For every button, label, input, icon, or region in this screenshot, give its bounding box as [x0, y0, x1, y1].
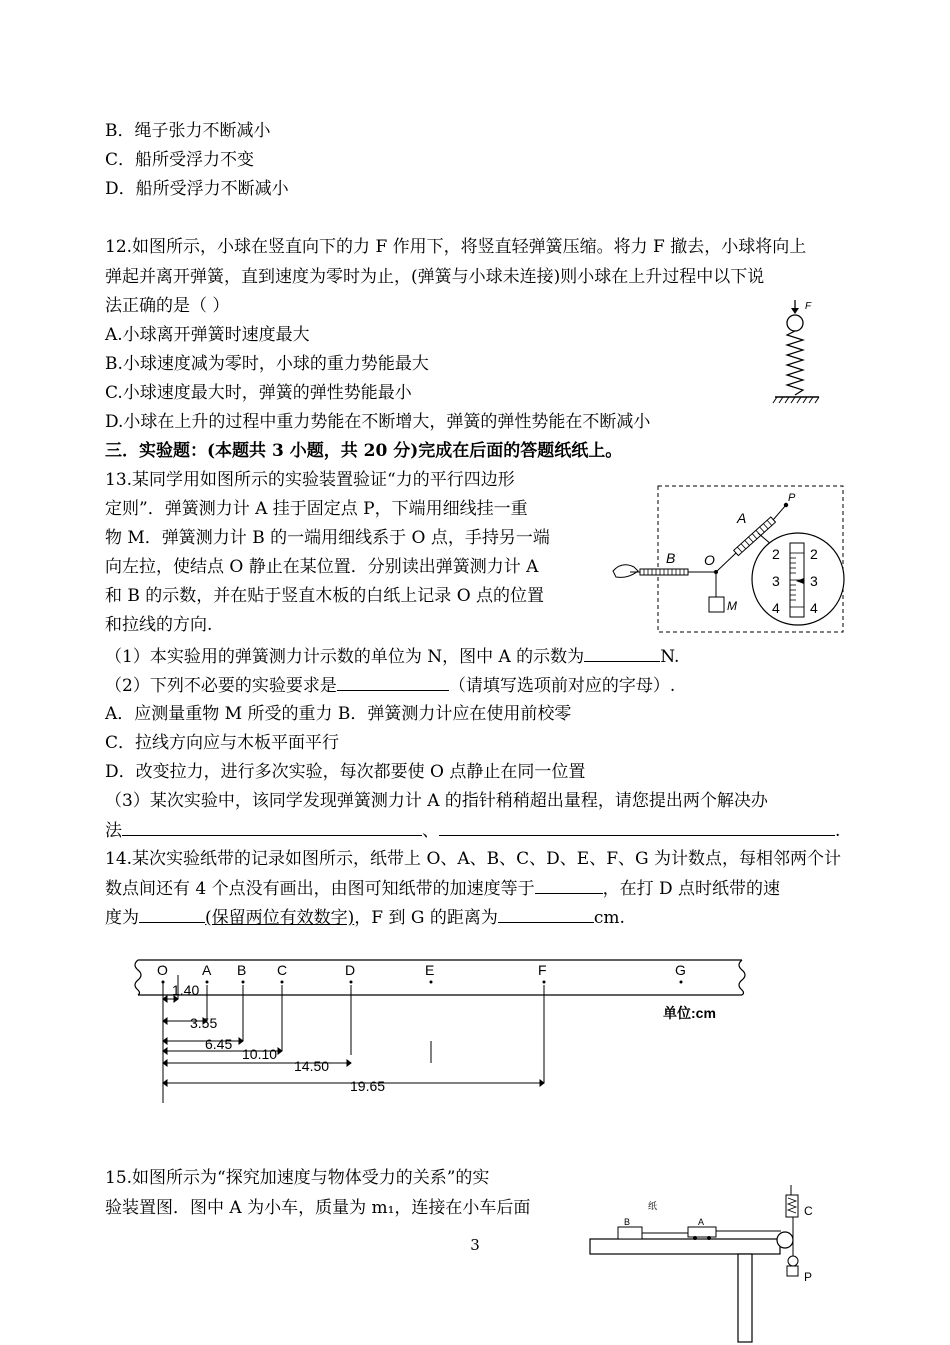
- dist-oa: 1.40: [172, 982, 200, 998]
- q12-option-c: C.小球速度最大时，弹簧的弹性势能最小: [105, 383, 412, 403]
- q13-line1: 13.某同学用如图所示的实验装置验证“力的平行四边形: [105, 470, 515, 490]
- point-b-label: B: [237, 962, 247, 978]
- dist-ob: 3.55: [190, 1015, 218, 1031]
- point-f-label: F: [538, 962, 547, 978]
- scale-right-2: 2: [810, 546, 818, 562]
- q14-fg-distance-blank[interactable]: [498, 906, 594, 923]
- q12-stem-line3: 法正确的是（ ）: [105, 296, 230, 316]
- label-m: M: [727, 599, 737, 613]
- q13-option-d: D．改变拉力，进行多次实验，每次都要使 O 点静止在同一位置: [105, 762, 586, 782]
- point-c-label: C: [277, 962, 288, 978]
- q13-part2-text: （2）下列不必要的实验要求是: [105, 676, 337, 696]
- q14-line2: [105, 877, 780, 900]
- q13-part3: （3）某次实验中，该同学发现弹簧测力计 A 的指针稍稍超出量程，请您提出两个解决办: [105, 791, 768, 811]
- q13-answer1-blank[interactable]: [584, 645, 660, 662]
- q15-line2: 验装置图．图中 A 为小车，质量为 m₁，连接在小车后面: [105, 1198, 531, 1218]
- dist-od: 10.10: [242, 1046, 278, 1062]
- q14-line3: [105, 906, 625, 929]
- scale-left-4: 4: [772, 600, 780, 616]
- q13-line2: 定则”．弹簧测力计 A 挂于固定点 P，下端用细线挂一重: [105, 499, 528, 519]
- q12-option-b: B.小球速度减为零时，小球的重力势能最大: [105, 354, 429, 374]
- q12-option-d: D.小球在上升的过程中重力势能在不断增大，弹簧的弹性势能在不断减小: [105, 412, 651, 432]
- label-o: O: [704, 552, 715, 568]
- label-b: B: [624, 1217, 631, 1227]
- label-c: C: [804, 1204, 813, 1218]
- q12-stem-line2: 弹起并离开弹簧，直到速度为零时为止，(弹簧与小球未连接)则小球在上升过程中以下说: [105, 267, 765, 287]
- q14-accel-blank[interactable]: [535, 877, 603, 894]
- q13-answer2-blank[interactable]: [337, 674, 449, 691]
- scale-right-4: 4: [810, 600, 818, 616]
- q13-part3-prefix: 法: [105, 821, 122, 841]
- unit-label: 单位:cm: [663, 1005, 716, 1021]
- label-p: P: [804, 1270, 813, 1284]
- q14-line2-text: 数点间还有 4 个点没有画出，由图可知纸带的加速度等于: [105, 879, 535, 899]
- point-g-label: G: [675, 962, 686, 978]
- page-number: 3: [470, 1236, 480, 1254]
- q13-part1: [105, 645, 679, 668]
- q15-line1: 15.如图所示为“探究加速度与物体受力的关系”的实: [105, 1168, 490, 1188]
- q11-option-c: C．船所受浮力不变: [105, 150, 255, 170]
- q13-part2-hint: （请填写选项前对应的字母）.: [448, 676, 676, 696]
- q13-part3-sep: 、: [422, 821, 439, 841]
- q13-answer3b-blank[interactable]: [439, 819, 835, 836]
- q13-part3-end: .: [835, 821, 841, 841]
- q13-part3-answers: [105, 819, 840, 842]
- q13-option-a-b: A．应测量重物 M 所受的重力 B．弹簧测力计应在使用前校零: [105, 704, 572, 724]
- scale-right-3: 3: [810, 573, 818, 589]
- q14-sigfig-note: (保留两位有效数字): [205, 908, 355, 928]
- cart-pulley-figure: [588, 1185, 828, 1343]
- label-paper-tape: 纸: [648, 1201, 658, 1211]
- q14-line3-unit: cm.: [593, 908, 625, 928]
- q13-line4: 向左拉，使结点 O 静止在某位置．分别读出弹簧测力计 A: [105, 557, 539, 577]
- q14-velocity-blank[interactable]: [139, 906, 205, 923]
- section3-heading: 三．实验题：(本题共 3 小题，共 20 分)完成在后面的答题纸纸上。: [105, 441, 623, 461]
- q13-line6: 和拉线的方向.: [105, 615, 213, 635]
- dist-oc: 6.45: [205, 1036, 233, 1052]
- q13-answer3a-blank[interactable]: [122, 819, 422, 836]
- label-p: P: [788, 492, 796, 504]
- dist-of: 19.65: [350, 1078, 386, 1094]
- q13-line3: 物 M．弹簧测力计 B 的一端用细线系于 O 点，手持另一端: [105, 528, 550, 548]
- q13-option-c: C．拉线方向应与木板平面平行: [105, 733, 340, 753]
- label-b: B: [666, 550, 676, 566]
- q14-line1: 14.某次实验纸带的记录如图所示，纸带上 O、A、B、C、D、E、F、G 为计数点，每相邻两个计: [105, 849, 841, 869]
- q12-stem-line1: 12.如图所示，小球在竖直向下的力 F 作用下，将竖直轻弹簧压缩。将力 F 撤去，小球将向上: [105, 237, 807, 257]
- scale-left-3: 3: [772, 573, 780, 589]
- q13-part1-unit: N.: [660, 647, 680, 667]
- q13-part2: [105, 674, 675, 697]
- spring-ball-figure: [765, 298, 835, 410]
- q12-option-a: A.小球离开弹簧时速度最大: [105, 325, 310, 345]
- label-a: A: [737, 510, 747, 526]
- force-label: F: [805, 301, 812, 312]
- point-e-label: E: [425, 962, 435, 978]
- q13-line5: 和 B 的示数，并在贴于竖直木板的白纸上记录 O 点的位置: [105, 586, 545, 606]
- q11-option-d: D．船所受浮力不断减小: [105, 179, 289, 199]
- force-parallelogram-figure: [608, 483, 853, 635]
- ticker-tape-figure: [130, 955, 755, 1105]
- scale-left-2: 2: [772, 546, 780, 562]
- q14-line2-rest: ，在打 D 点时纸带的速: [602, 879, 781, 899]
- q14-line3-text: 度为: [105, 908, 139, 928]
- q14-line3-mid: ，F 到 G 的距离为: [354, 908, 498, 928]
- point-a-label: A: [202, 962, 212, 978]
- label-a: A: [698, 1217, 705, 1227]
- point-d-label: D: [345, 962, 356, 978]
- q13-part1-text: （1）本实验用的弹簧测力计示数的单位为 N，图中 A 的示数为: [105, 647, 585, 667]
- q11-option-b: B．绳子张力不断减小: [105, 121, 271, 141]
- point-o-label: O: [157, 962, 168, 978]
- dist-oe: 14.50: [294, 1058, 330, 1074]
